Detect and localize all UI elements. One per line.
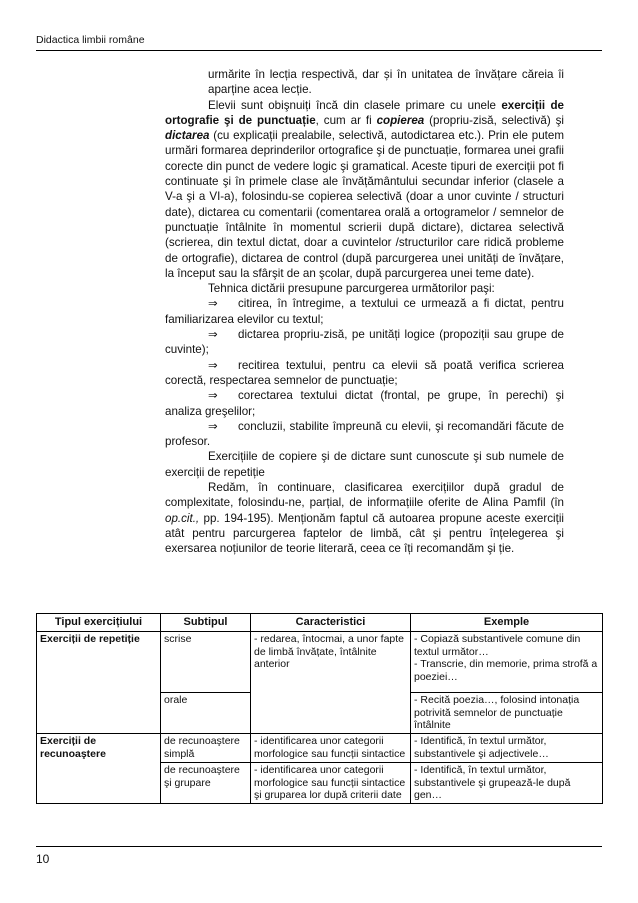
arrow-icon: ⇒: [208, 358, 218, 372]
subtype-cell: de recunoaştere simplă: [161, 734, 251, 763]
step-item: [165, 327, 564, 358]
step-item: [165, 388, 564, 419]
exercise-type-cell: Exerciții de recunoaştere: [37, 734, 161, 804]
step-text: concluzii, stabilite împreună cu elevii, şi recomandări făcute de profesor.: [165, 419, 564, 449]
example-text: - Transcrie, din memorie, prima strofă a poeziei…: [414, 658, 598, 684]
examples-cell: - Identifică, în textul următor, substantivele şi grupează-le după gen…: [411, 762, 603, 803]
examples-cell: [411, 631, 603, 692]
header-divider: [36, 50, 602, 51]
examples-cell: - Recită poezia…, folosind intonația potrivită semnelor de punctuație întâlnite: [411, 692, 603, 733]
step-text: dictarea propriu-zisă, pe unități logice (propoziții sau grupe de cuvinte);: [165, 328, 564, 357]
arrow-icon: ⇒: [208, 389, 218, 403]
exercise-type-cell: Exerciții de repetiție: [37, 631, 161, 733]
paragraph-exercises: [165, 98, 564, 282]
arrow-icon: ⇒: [208, 297, 218, 311]
p4-text-c: pp. 194-195). Menționăm faptul că autoarea propune aceste exerciții atât pentru parcurgerea faptelor de limbă, cât şi pentru înțelegerea şi exersarea noțiunilor de teorie literară, ceea ce îți recomandăm şi ție.: [165, 511, 564, 556]
arrow-icon: ⇒: [208, 419, 218, 433]
table-row: [37, 631, 603, 692]
exercise-classification-table: [36, 613, 603, 804]
example-text: - Copiază substantivele comune din textul următor…: [414, 632, 581, 658]
page-number: 10: [36, 852, 50, 866]
subtype-cell: de recunoaştere şi grupare: [161, 762, 251, 803]
table-row: [37, 734, 603, 763]
p1-dictarea: dictarea: [165, 129, 210, 143]
examples-cell: - Identifică, în textul următor, substantivele şi adjectivele…: [411, 734, 603, 763]
footer-divider: [36, 846, 602, 847]
p1-text-g: (cu explicații prealabile, selectivă, autodictarea etc.). Prin ele putem urmări formarea deprinderilor ortografice şi de punctuație, formarea unei grafii corecte din punct de vedere logic şi gramatical. Aceste tipuri de exerciții pot fi continuate şi în primele clase ale învățământului secundar inferior (clasele a V-a şi a VI-a), folosindu-se copierea selectivă (doar a unor cuvinte / structuri date), dictarea cu comentarii (comentarea orală a ortogramelor / semnelor de punctuație întâlnite în momentul scrierii după dictare), dictarea selectivă (scrierea, din textul dictat, doar a cuvintelor /structurilor care ridică probleme de ortografie), dictarea de control (după parcurgerea unei unități de învățare, la început sau la sfârşit de an şcolar, după parcurgerea unei teme date).: [165, 129, 564, 280]
column-header: Tipul exercițiului: [37, 614, 161, 632]
paragraph-technique: Tehnica dictării presupune parcurgerea următorilor paşi:: [208, 282, 495, 296]
p1-bold-term: exerciții de ortografie şi de punctuație: [165, 98, 564, 127]
characteristics-cell: - identificarea unor categorii morfologice sau funcții sintactice: [251, 734, 411, 763]
step-text: citirea, în întregime, a textului ce urmează a fi dictat, pentru familiarizarea elevilor cu textul;: [165, 297, 564, 326]
step-item: [165, 419, 564, 450]
p4-citation: op.cit.,: [165, 511, 200, 525]
p1-copierea: copierea: [376, 113, 425, 127]
subtype-cell: orale: [161, 692, 251, 733]
column-header: Exemple: [411, 614, 603, 632]
intro-continuation: urmărite în lecția respectivă, dar și în unitatea de învățare căreia îi aparține acea lecție.: [208, 68, 564, 97]
characteristics-cell: - identificarea unor categorii morfologice sau funcții sintactice şi gruparea lor după criterii date: [251, 762, 411, 803]
step-item: [165, 358, 564, 389]
subtype-cell: scrise: [161, 631, 251, 692]
body-text: [165, 67, 564, 557]
table-header-row: [37, 614, 603, 632]
column-header: Caracteristici: [251, 614, 411, 632]
p1-text-a: Elevii sunt obişnuiți încă din clasele primare cu unele: [208, 98, 502, 112]
step-text: recitirea textului, pentru ca elevii să poată verifica scrierea corectă, respectarea semnelor de punctuație;: [165, 358, 564, 387]
paragraph-classification: [165, 480, 564, 556]
column-header: Subtipul: [161, 614, 251, 632]
step-item: [165, 296, 564, 327]
p1-text-e: (propriu-zisă, selectivă) şi: [424, 113, 564, 127]
p1-text-c: , cum ar fi: [315, 113, 377, 127]
step-text: corectarea textului dictat (frontal, pe grupe, în perechi) şi analiza greşelilor;: [165, 389, 564, 418]
running-header: Didactica limbii române: [36, 34, 145, 46]
p4-text-a: Redăm, în continuare, clasificarea exercițiilor după gradul de complexitate, folosindu-ne, parțial, de informațiile oferite de Alina Pamfil (în: [165, 481, 564, 510]
paragraph-repetition: Exercițiile de copiere şi de dictare sunt cunoscute şi sub numele de exerciții de repetiție: [165, 450, 564, 479]
characteristics-cell: - redarea, întocmai, a unor fapte de limbă învățate, întâlnite anterior: [251, 631, 411, 733]
arrow-icon: ⇒: [208, 328, 218, 342]
